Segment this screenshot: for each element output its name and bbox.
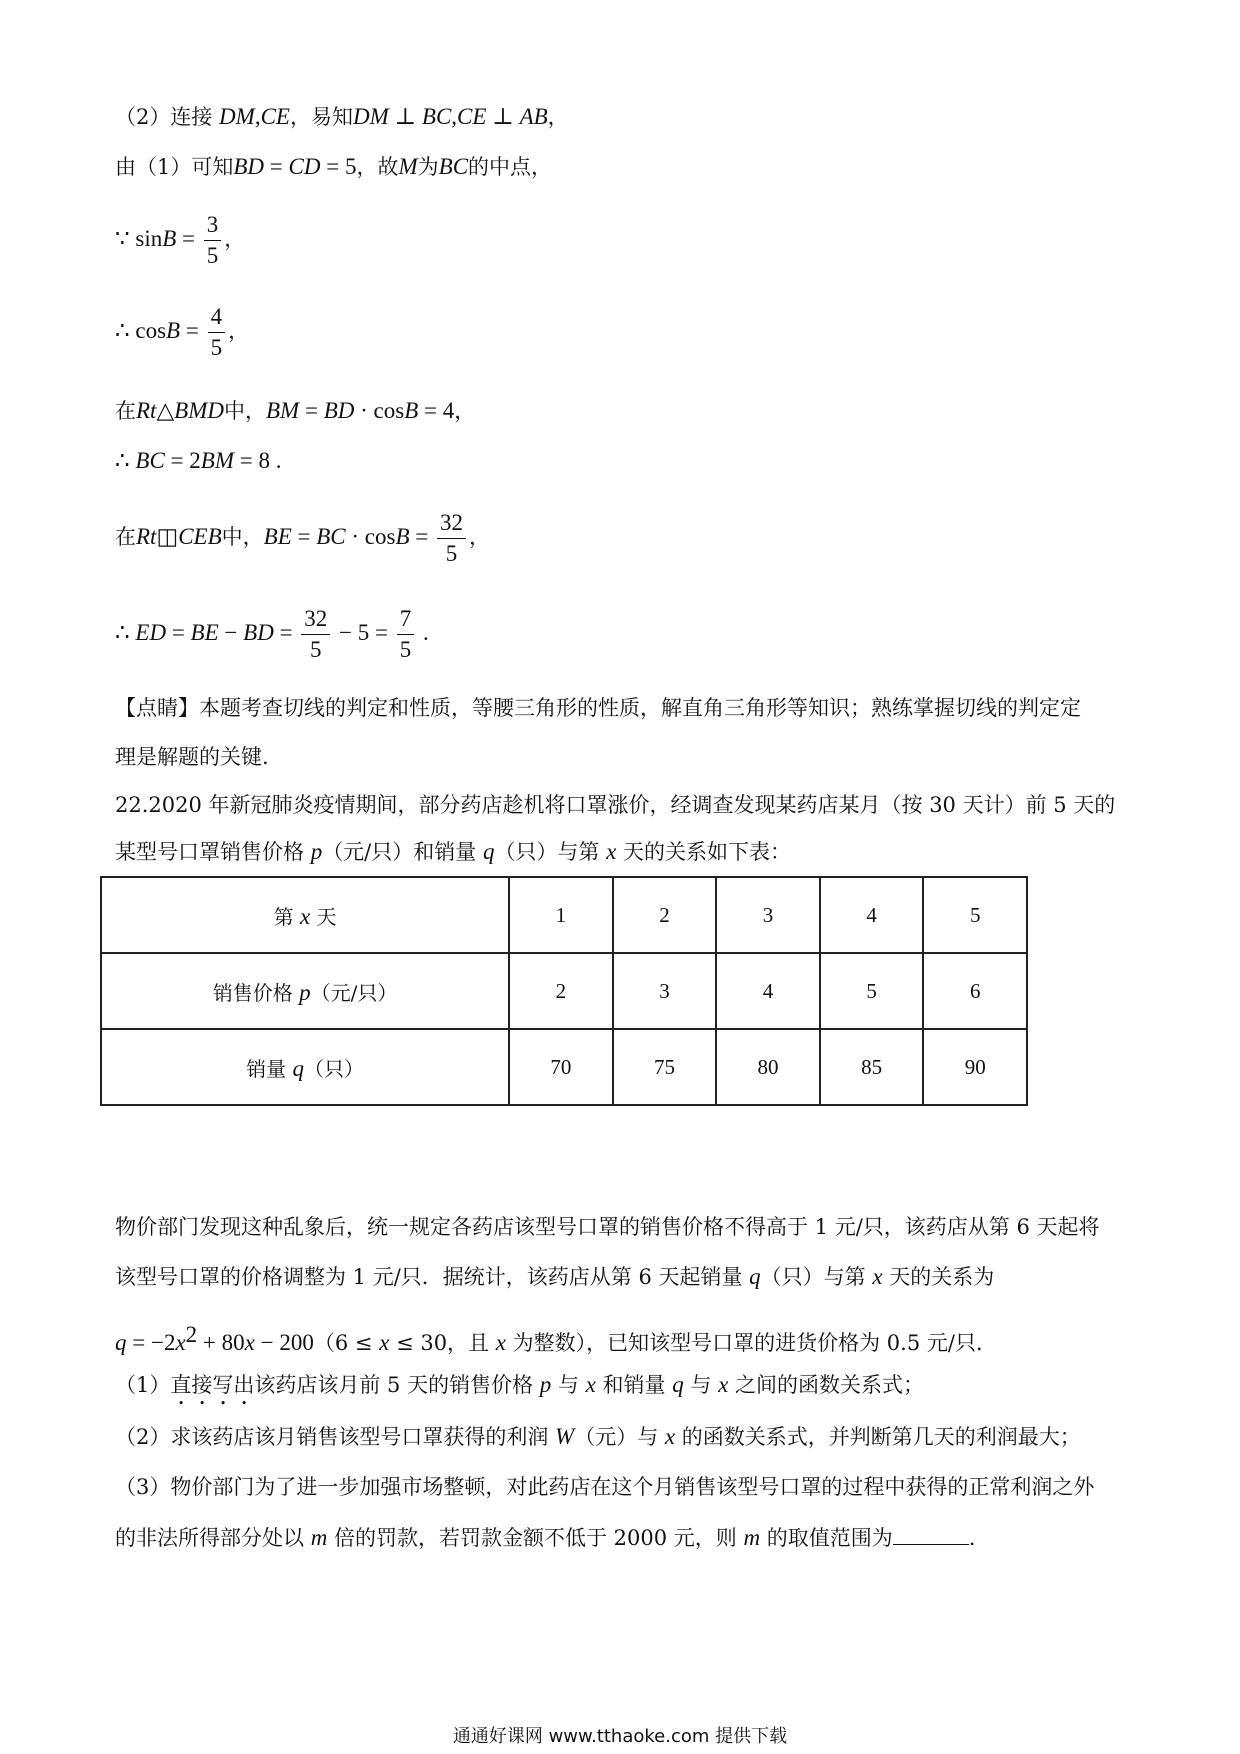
math-var: q [482, 839, 495, 864]
text: ， [224, 227, 246, 251]
math-op: = 2 [164, 448, 201, 473]
math-op: − [218, 620, 244, 645]
math-op: = [180, 318, 205, 343]
table-row [101, 1029, 1027, 1105]
denominator: 5 [445, 541, 458, 566]
math-var: q [292, 1055, 304, 1081]
text: 由（1）可知 [115, 155, 234, 179]
table-cell: 2 [509, 953, 613, 1029]
math-var: AB [519, 104, 548, 129]
exponent: 2 [185, 1322, 198, 1347]
answer-blank[interactable] [893, 1522, 969, 1545]
math-var: BD [243, 620, 274, 645]
math-var: q [115, 1330, 127, 1355]
math-var: B [395, 524, 410, 549]
table-cell: 70 [509, 1029, 613, 1105]
math-op: = [409, 524, 434, 549]
math-var: x [495, 1330, 506, 1355]
math-var: BC [421, 104, 452, 129]
math-var: DM [219, 104, 255, 129]
question-1 [115, 1370, 924, 1410]
comment-line-2 [115, 742, 269, 772]
fraction [437, 508, 466, 569]
math-op: · cos [345, 524, 396, 549]
row-header [101, 1029, 509, 1105]
table-cell: 6 [923, 953, 1027, 1029]
math-op: ∴ [115, 620, 136, 645]
math-op: = [291, 524, 317, 549]
text: 与 [551, 1373, 586, 1397]
text: 在 [115, 399, 136, 423]
table-row [101, 877, 1027, 953]
text: ， [547, 105, 569, 129]
text: 中， [221, 525, 264, 549]
math-var: CE [457, 104, 487, 129]
text: ， [228, 319, 250, 343]
table-cell: 75 [613, 1029, 717, 1105]
text: 之间的函数关系式； [728, 1373, 924, 1397]
math-var: x [299, 903, 311, 929]
math-op: = [176, 226, 201, 251]
math-var: p [299, 979, 311, 1005]
text: 该型号口罩的价格调整为 1 元/只．据统计，该药店从第 6 天起销量 [115, 1265, 750, 1289]
math-var: B [404, 398, 419, 423]
comment-line-1 [115, 693, 1081, 723]
label: 天 [310, 904, 337, 929]
page-footer: 通通好课网 www.tthaoke.com 提供下载 [452, 1726, 788, 1747]
text: 某型号口罩销售价格 [115, 840, 311, 864]
math-var: W [555, 1424, 575, 1449]
table-row [101, 953, 1027, 1029]
math-var: M [398, 154, 418, 179]
text: （元）与 [574, 1425, 665, 1449]
question-2 [115, 1422, 1081, 1452]
math-op: + 80 [197, 1330, 245, 1355]
math-var: CE [260, 104, 290, 129]
table-cell: 85 [820, 1029, 924, 1105]
text: ，易知 [289, 105, 353, 129]
row-header [101, 877, 509, 953]
text: 与 [683, 1373, 719, 1397]
text: （1） [115, 1373, 171, 1397]
math-sep: , [451, 104, 458, 129]
math-var: BD [233, 154, 265, 179]
math-var: BD [323, 398, 355, 423]
question-3-line-1 [115, 1472, 1094, 1502]
question-3-line-2 [115, 1522, 975, 1553]
numerator: 7 [397, 604, 415, 635]
numerator: 32 [437, 508, 466, 539]
text: 的中点， [468, 155, 553, 179]
math-op: = [264, 154, 289, 179]
problem-22-para-3 [115, 1320, 997, 1358]
math-var: q [672, 1372, 684, 1397]
text: 倍的罚款，若罚款金额不低于 2000 元，则 [327, 1526, 744, 1550]
math-op: ∴ cos [115, 318, 167, 343]
math-var: Rt [136, 398, 157, 423]
text: （6 ≤ [313, 1331, 380, 1355]
math-op: . [417, 620, 429, 645]
fraction [208, 302, 226, 363]
math-var: p [310, 839, 323, 864]
math-var: BE [263, 524, 292, 549]
table-cell: 4 [820, 877, 924, 953]
row-header [101, 953, 509, 1029]
math-var: Rt [136, 524, 157, 549]
math-var: m [310, 1525, 328, 1550]
math-var: p [539, 1372, 552, 1397]
text: 22.2020 年新冠肺炎疫情期间，部分药店趁机将口罩涨价，经调查发现某药店某月（按 30 天计）前 5 天的 [115, 793, 1116, 817]
text: 中， [223, 399, 266, 423]
text: 天的关系为 [882, 1265, 995, 1289]
math-op: · cos [354, 398, 405, 423]
math-op: = 4 [418, 398, 455, 423]
solution-line-2 [115, 152, 552, 182]
solution-line-1 [115, 102, 569, 132]
math-var: m [743, 1525, 761, 1550]
label: （只） [303, 1056, 364, 1081]
math-var: x [606, 839, 617, 864]
table-cell: 5 [820, 953, 924, 1029]
math-sep: , [254, 104, 261, 129]
solution-line-5 [115, 396, 475, 426]
text: （元/只）和销量 [322, 840, 483, 864]
table-cell: 1 [509, 877, 613, 953]
table-cell: 3 [716, 877, 820, 953]
text: ，故 [356, 155, 399, 179]
text: 天的关系如下表： [616, 840, 792, 864]
math-var: x [585, 1372, 596, 1397]
solution-line-3 [115, 210, 245, 271]
table-cell: 90 [923, 1029, 1027, 1105]
text: 在 [115, 525, 136, 549]
math-op: = −2 [126, 1330, 176, 1355]
math-var: BM [265, 398, 300, 423]
math-var: x [664, 1424, 676, 1449]
math-var: x [379, 1330, 390, 1355]
table-cell: 80 [716, 1029, 820, 1105]
table-cell: 5 [923, 877, 1027, 953]
text: ， [469, 525, 490, 549]
text: ≤ 30，且 [389, 1331, 496, 1355]
math-op: = 8 . [233, 448, 282, 473]
solution-line-4 [115, 302, 249, 363]
math-var: q [749, 1264, 761, 1289]
denominator: 5 [210, 335, 223, 360]
sales-table [100, 876, 1028, 1106]
problem-22-intro-2 [115, 837, 791, 867]
label: 第 [273, 904, 300, 929]
text: . [968, 1526, 976, 1550]
denominator: 5 [206, 243, 219, 268]
math-var: B [162, 226, 177, 251]
math-var: BC [438, 154, 469, 179]
emphasized-text: 直接写出 [170, 1373, 255, 1397]
math-var: BC [135, 448, 165, 473]
missing-symbol-glyph: ◫ [156, 524, 179, 549]
denominator: 5 [310, 637, 322, 662]
math-op: − 200 [254, 1330, 314, 1355]
math-var: CEB [178, 524, 222, 549]
text: （2）求该药店该月销售该型号口罩获得的利润 [115, 1425, 556, 1449]
label: 销量 [246, 1056, 293, 1081]
math-var: x [244, 1330, 255, 1355]
math-op: = 5 [320, 154, 357, 179]
math-op: ⊥ [388, 104, 422, 129]
fraction [301, 604, 330, 665]
fraction [204, 210, 222, 271]
math-var: x [718, 1372, 729, 1397]
text: 该药店该月前 5 天的销售价格 [254, 1373, 540, 1397]
text: （只）与第 [760, 1265, 873, 1289]
solution-line-8 [115, 604, 429, 665]
text: ， [454, 399, 476, 423]
math-op: − 5 = [333, 620, 394, 645]
fraction [397, 604, 415, 665]
text: 的非法所得部分处以 [115, 1526, 311, 1550]
solution-line-7 [115, 508, 490, 569]
numerator: 3 [204, 210, 222, 241]
text: （3）物价部门为了进一步加强市场整顿，对此药店在这个月销售该型号口罩的过程中获得的正常利润之外 [115, 1475, 1095, 1499]
problem-22-para-2 [115, 1262, 994, 1292]
math-op: ∵ sin [115, 226, 163, 251]
math-var: ED [135, 620, 167, 645]
math-var: B [166, 318, 181, 343]
math-var: CD [288, 154, 321, 179]
text: （2）连接 [115, 105, 220, 129]
math-var: BMD [174, 398, 224, 423]
problem-22-para-1 [115, 1212, 1100, 1242]
math-op: ⊥ [486, 104, 520, 129]
label: 销售价格 [212, 980, 300, 1005]
triangle-symbol: △ [156, 398, 175, 423]
math-var: DM [352, 104, 389, 129]
math-op: = [166, 620, 191, 645]
text: （只）与第 [494, 840, 607, 864]
label: （元/只） [310, 980, 398, 1005]
math-op: = [273, 620, 299, 645]
text: 的取值范围为 [760, 1526, 893, 1550]
math-var: BM [200, 448, 234, 473]
math-var: BE [190, 620, 219, 645]
table-cell: 3 [613, 953, 717, 1029]
numerator: 4 [208, 302, 226, 333]
problem-22-intro-1 [115, 790, 1115, 820]
text: 理是解题的关键. [115, 745, 269, 769]
math-op: = [299, 398, 324, 423]
math-var: BC [316, 524, 346, 549]
math-op: ∴ [115, 448, 136, 473]
text: 的函数关系式，并判断第几天的利润最大； [675, 1425, 1081, 1449]
math-var: x [175, 1330, 186, 1355]
text: 为 [417, 155, 439, 179]
table-cell: 2 [613, 877, 717, 953]
text: 【点睛】本题考查切线的判定和性质，等腰三角形的性质，解直角三角形等知识；熟练掌握切线的判定定 [115, 696, 1081, 720]
denominator: 5 [399, 637, 412, 662]
numerator: 32 [301, 604, 330, 635]
math-var: x [872, 1264, 883, 1289]
text: 物价部门发现这种乱象后，统一规定各药店该型号口罩的销售价格不得高于 1 元/只，该药店从第 6 天起将 [115, 1215, 1100, 1239]
text: 和销量 [595, 1373, 673, 1397]
solution-line-6 [115, 446, 281, 476]
table-cell: 4 [716, 953, 820, 1029]
text: 为整数），已知该型号口罩的进货价格为 0.5 元/只． [505, 1331, 997, 1355]
